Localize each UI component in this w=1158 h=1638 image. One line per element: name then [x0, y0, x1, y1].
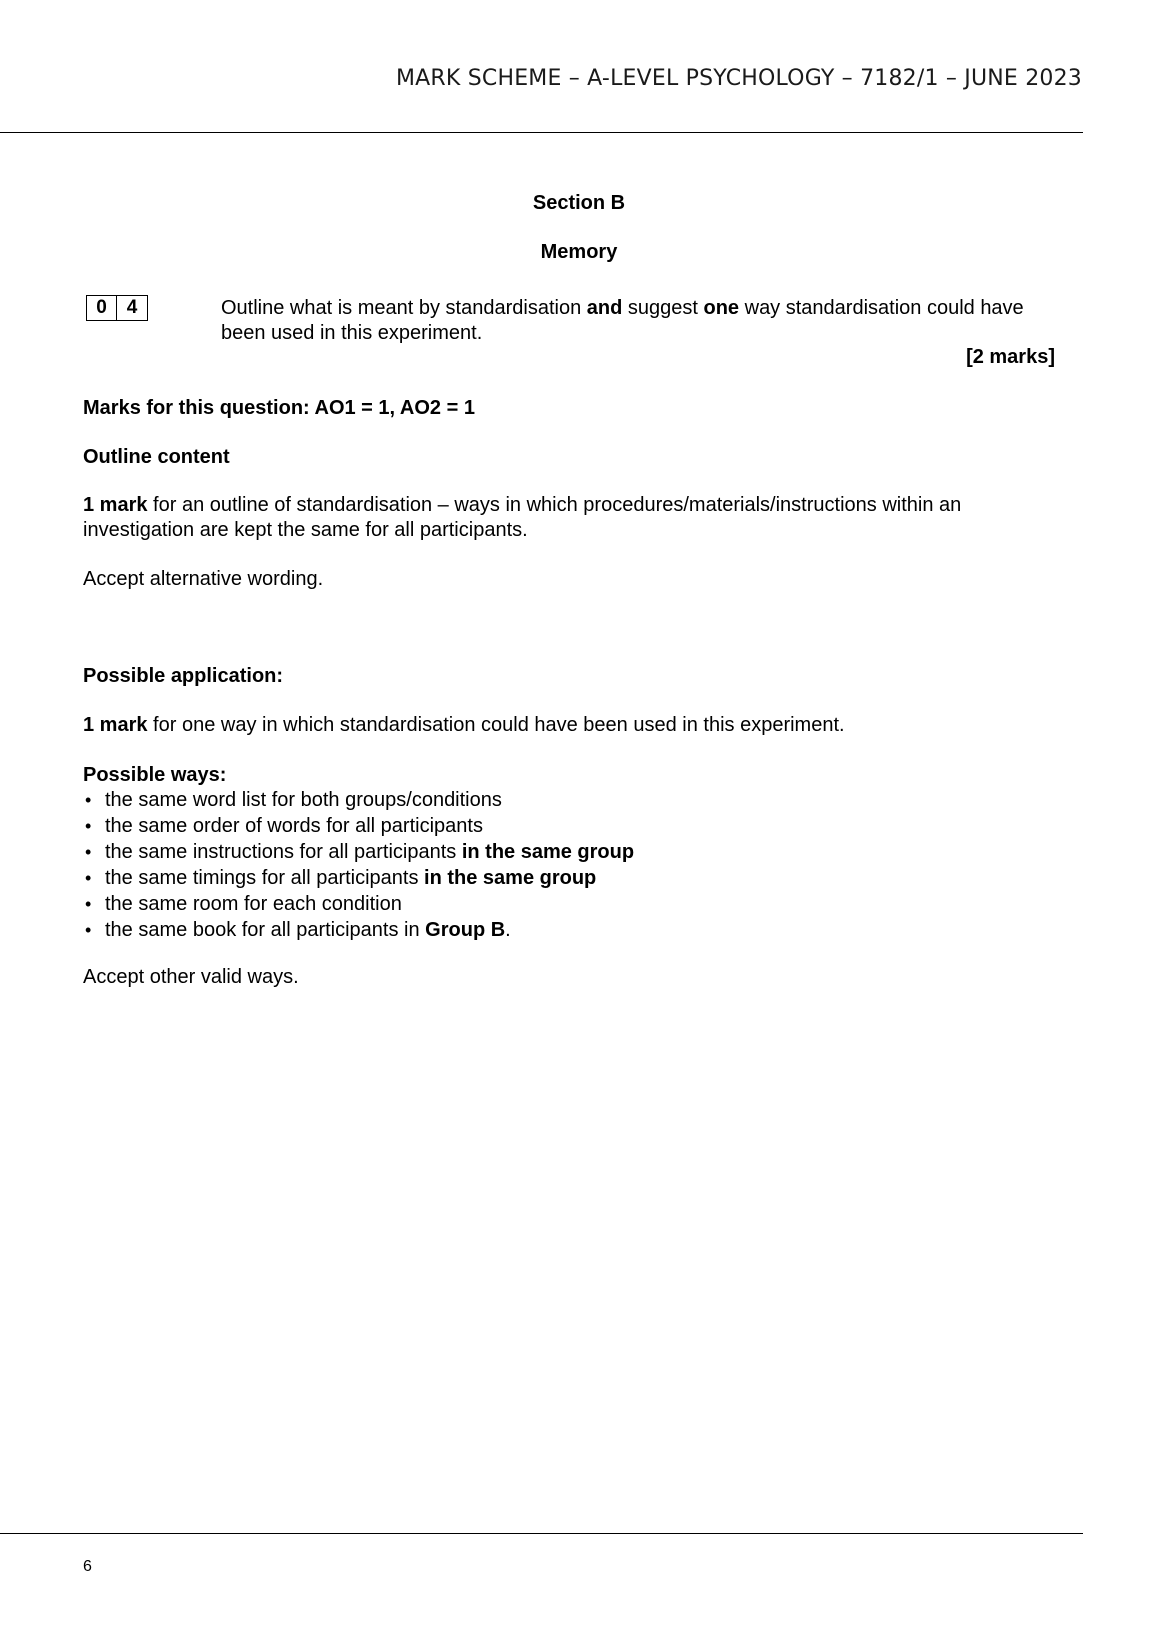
list-item: • the same room for each condition — [83, 891, 1063, 917]
footer-rule — [0, 1533, 1083, 1534]
page-number: 6 — [83, 1558, 92, 1575]
ways-list — [83, 787, 1063, 943]
question-digit: 4 — [117, 295, 148, 321]
ways-heading: Possible ways: — [83, 764, 227, 786]
list-item: • the same word list for both groups/conditions — [83, 787, 1063, 813]
list-item: • the same order of words for all participants — [83, 813, 1063, 839]
question-number-box — [86, 295, 148, 321]
question-text: Outline what is meant by standardisation and suggest one way standardisation could have been used in this experiment. — [221, 297, 1024, 344]
question-marks: [2 marks] — [966, 346, 1055, 368]
running-header: MARK SCHEME – A-LEVEL PSYCHOLOGY – 7182/1 – JUNE 2023 — [395, 66, 1082, 91]
header-rule — [0, 132, 1083, 133]
list-item: • the same book for all participants in Group B. — [83, 917, 1063, 943]
question-digit: 0 — [86, 295, 117, 321]
outline-accept: Accept alternative wording. — [83, 568, 324, 590]
application-heading: Possible application: — [83, 665, 284, 687]
list-item: • the same timings for all participants in the same group — [83, 865, 1063, 891]
outline-heading: Outline content — [83, 446, 230, 468]
marks-for-question: Marks for this question: AO1 = 1, AO2 = 1 — [83, 397, 475, 419]
outline-mark-text: 1 mark for an outline of standardisation – ways in which procedures/materials/instructions within an investigation are kept the same for all participants. — [83, 494, 962, 541]
section-topic: Memory — [540, 241, 618, 263]
application-mark-text: 1 mark for one way in which standardisation could have been used in this experiment. — [83, 714, 845, 736]
application-accept: Accept other valid ways. — [83, 966, 299, 988]
section-title: Section B — [532, 192, 626, 214]
list-item: • the same instructions for all participants in the same group — [83, 839, 1063, 865]
